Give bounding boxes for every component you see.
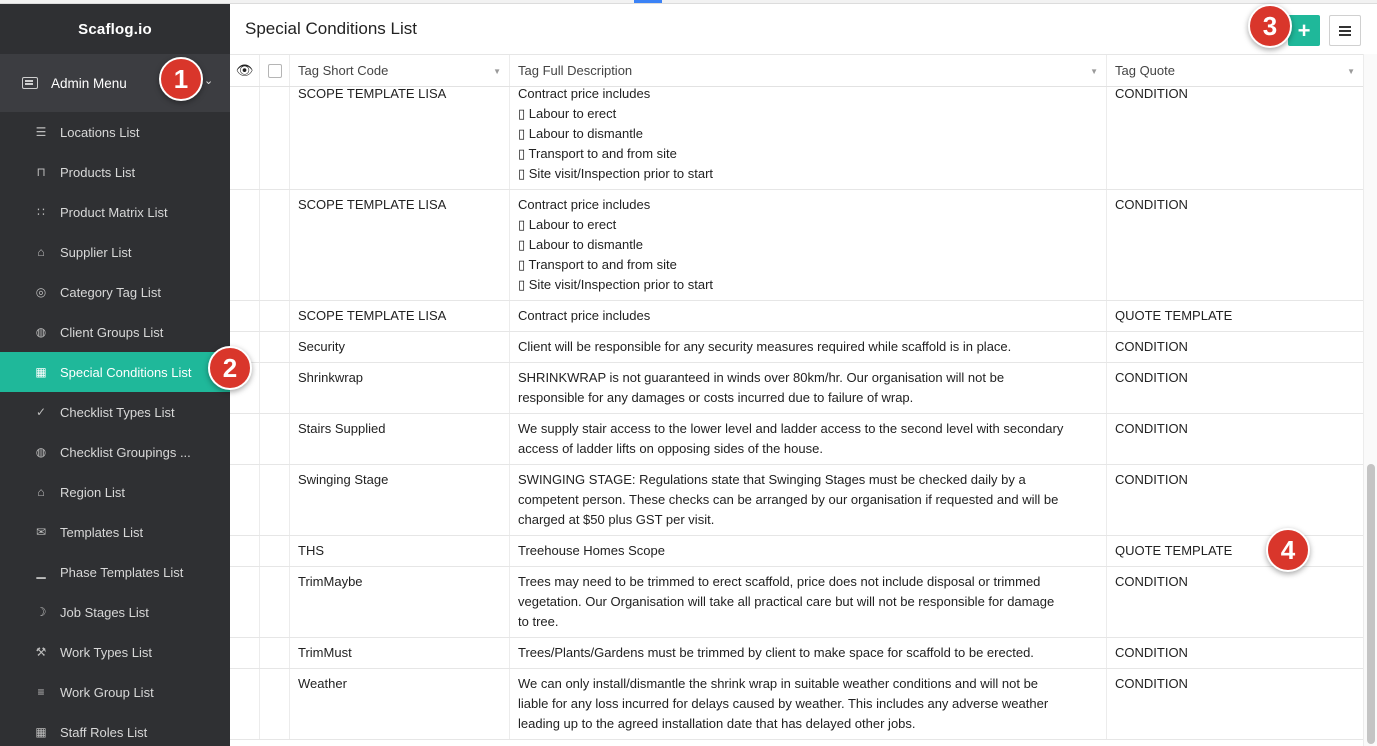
cell-tag-quote: CONDITION	[1115, 370, 1188, 385]
cell-tag-quote: QUOTE TEMPLATE	[1115, 308, 1233, 323]
select-all-checkbox-cell	[260, 55, 290, 86]
cell-tag-quote: CONDITION	[1115, 421, 1188, 436]
table-row[interactable]	[230, 363, 1363, 414]
cell-tag-full-description: We supply stair access to the lower level and ladder access to the second level with secondary access of ladder lifts on opposing sides of the house.	[510, 414, 1107, 464]
table-rows	[230, 87, 1363, 740]
table-row[interactable]	[230, 638, 1363, 669]
annotation-badge-2: 2	[208, 346, 252, 390]
sidebar-item-client-groups-list[interactable]	[0, 312, 230, 352]
annotation-badge-3: 3	[1248, 4, 1292, 48]
column-header-label: Tag Quote	[1115, 63, 1175, 78]
chair-icon: ⊓	[36, 165, 46, 179]
cell-tag-short-code: Stairs Supplied	[290, 414, 510, 464]
page-header	[230, 4, 1377, 54]
row-spacer-cell	[230, 638, 260, 668]
sidebar-item-label: Supplier List	[60, 244, 132, 260]
page-title: Special Conditions List	[245, 19, 417, 38]
sort-caret-icon[interactable]: ▼	[493, 67, 501, 76]
row-select-cell[interactable]	[260, 567, 290, 637]
admin-menu-label: Admin Menu	[51, 75, 127, 91]
column-header-tag-full-description[interactable]	[510, 55, 1107, 86]
sidebar-item-label: Category Tag List	[60, 284, 161, 300]
column-header-label: Tag Short Code	[298, 63, 389, 78]
cell-tag-quote: CONDITION	[1115, 574, 1188, 589]
row-spacer-cell	[230, 190, 260, 300]
cell-tag-quote: QUOTE TEMPLATE	[1115, 543, 1233, 558]
sidebar-item-label: Client Groups List	[60, 324, 164, 340]
window-icon	[22, 77, 38, 89]
sidebar-item-label: Region List	[60, 484, 126, 500]
layers-icon: ≡	[37, 685, 45, 699]
hamburger-icon	[1339, 30, 1351, 32]
sidebar-item-label: Checklist Groupings ...	[60, 444, 191, 460]
cell-tag-full-description: Contract price includes ▯ Labour to erect ▯ Labour to dismantle ▯ Transport to and from site ▯ Site visit/Inspection prior to start	[510, 190, 1107, 300]
cell-tag-quote: CONDITION	[1115, 339, 1188, 354]
bar-chart-icon: ▁	[36, 565, 46, 579]
hamburger-menu-button[interactable]	[1329, 15, 1361, 46]
cell-tag-short-code: THS	[290, 536, 510, 566]
cell-tag-full-description: Trees/Plants/Gardens must be trimmed by client to make space for scaffold to be erected.	[510, 638, 1107, 668]
cell-tag-quote: CONDITION	[1115, 197, 1188, 212]
eye-icon: 👁	[235, 62, 254, 78]
add-button[interactable]: +	[1288, 15, 1320, 46]
cell-tag-quote: CONDITION	[1115, 645, 1188, 660]
sidebar-item-label: Product Matrix List	[60, 204, 168, 220]
table-row[interactable]	[230, 465, 1363, 536]
row-spacer-cell	[230, 87, 260, 189]
table-row[interactable]	[230, 536, 1363, 567]
chevron-down-icon: ⌄	[204, 75, 214, 87]
table-row[interactable]	[230, 414, 1363, 465]
sort-caret-icon[interactable]: ▼	[1090, 67, 1098, 76]
annotation-badge-4: 4	[1266, 528, 1310, 572]
sidebar-item-label: Locations List	[60, 124, 140, 140]
row-spacer-cell	[230, 669, 260, 739]
row-select-cell[interactable]	[260, 332, 290, 362]
sidebar-item-templates-list[interactable]	[0, 512, 230, 552]
cell-tag-full-description: Treehouse Homes Scope	[510, 536, 1107, 566]
sidebar-item-label: Work Types List	[60, 644, 152, 660]
row-select-cell[interactable]	[260, 669, 290, 739]
tools-icon: ⚒	[35, 645, 47, 659]
cell-tag-full-description: SHRINKWRAP is not guaranteed in winds over 80km/hr. Our organisation will not be responsible for any damages or costs incurred due to failure of wrap.	[510, 363, 1107, 413]
sidebar-item-checklist-groupings[interactable]	[0, 432, 230, 472]
globe-icon: ◍	[35, 325, 47, 339]
table-row[interactable]	[230, 87, 1363, 190]
cell-tag-short-code: Swinging Stage	[290, 465, 510, 535]
table-body	[230, 87, 1363, 746]
cell-tag-full-description: We can only install/dismantle the shrink wrap in suitable weather conditions and will not be liable for any loss incurred for delays caused by weather. This includes any adverse weather leading up to the agreed installation date that has delayed other jobs.	[510, 669, 1107, 739]
table-row[interactable]	[230, 669, 1363, 740]
cell-tag-quote: CONDITION	[1115, 87, 1188, 101]
table-row[interactable]	[230, 332, 1363, 363]
row-select-cell[interactable]	[260, 465, 290, 535]
row-select-cell[interactable]	[260, 301, 290, 331]
main-content	[230, 4, 1377, 746]
sidebar-item-work-group-list[interactable]	[0, 672, 230, 712]
cell-tag-short-code: SCOPE TEMPLATE LISA	[290, 301, 510, 331]
row-select-cell[interactable]	[260, 536, 290, 566]
column-header-tag-short-code[interactable]	[290, 55, 510, 86]
check-circle-icon: ✓	[35, 405, 47, 419]
scrollbar-thumb[interactable]	[1367, 464, 1375, 744]
cell-tag-quote: CONDITION	[1115, 676, 1188, 691]
cell-tag-quote: CONDITION	[1115, 472, 1188, 487]
column-visibility-toggle[interactable]	[230, 55, 260, 86]
sidebar-item-label: Special Conditions List	[60, 364, 192, 380]
table-grid-icon: ▦	[35, 725, 47, 739]
table-row[interactable]	[230, 301, 1363, 332]
table-row[interactable]	[230, 567, 1363, 638]
sidebar-item-category-tag-list[interactable]	[0, 272, 230, 312]
target-icon: ◎	[35, 285, 47, 299]
cell-tag-short-code: SCOPE TEMPLATE LISA	[290, 190, 510, 300]
annotation-badge-1: 1	[159, 57, 203, 101]
row-select-cell[interactable]	[260, 87, 290, 189]
sidebar-item-checklist-types-list[interactable]	[0, 392, 230, 432]
cell-tag-short-code: TrimMust	[290, 638, 510, 668]
sidebar-item-label: Checklist Types List	[60, 404, 175, 420]
sidebar-item-locations-list[interactable]	[0, 112, 230, 152]
vertical-scrollbar[interactable]	[1363, 54, 1377, 746]
row-spacer-cell	[230, 414, 260, 464]
cell-tag-full-description: Client will be responsible for any security measures required while scaffold is in place.	[510, 332, 1107, 362]
sidebar-item-products-list[interactable]	[0, 152, 230, 192]
cell-tag-short-code: Shrinkwrap	[290, 363, 510, 413]
row-spacer-cell	[230, 465, 260, 535]
row-spacer-cell	[230, 536, 260, 566]
building-icon: ⌂	[37, 485, 45, 499]
window-top-edge	[0, 0, 1377, 4]
sidebar-item-label: Templates List	[60, 524, 144, 540]
sidebar-item-product-matrix-list[interactable]	[0, 192, 230, 232]
envelope-icon: ✉	[35, 525, 47, 539]
row-select-cell[interactable]	[260, 414, 290, 464]
cell-tag-full-description: Contract price includes ▯ Labour to erect ▯ Labour to dismantle ▯ Transport to and from site ▯ Site visit/Inspection prior to start	[510, 87, 1107, 189]
column-header-label: Tag Full Description	[518, 63, 633, 78]
truck-icon: ⌂	[37, 245, 45, 259]
row-select-cell[interactable]	[260, 363, 290, 413]
select-all-checkbox[interactable]	[268, 64, 282, 78]
sidebar-item-job-stages-list[interactable]	[0, 592, 230, 632]
sort-caret-icon[interactable]: ▼	[1347, 67, 1355, 76]
sidebar-nav	[0, 112, 230, 746]
sidebar-item-phase-templates-list[interactable]	[0, 552, 230, 592]
grid-dots-icon: ∷	[37, 205, 45, 219]
table-grid-icon: ▦	[35, 365, 47, 379]
column-header-tag-quote[interactable]	[1107, 55, 1363, 86]
row-spacer-cell	[230, 301, 260, 331]
cell-tag-full-description: SWINGING STAGE: Regulations state that Swinging Stages must be checked daily by a competent person. These checks can be arranged by our organisation if requested and will be charged at $50 plus GST per visit.	[510, 465, 1107, 535]
sidebar-item-label: Job Stages List	[60, 604, 149, 620]
sidebar-item-work-types-list[interactable]	[0, 632, 230, 672]
cell-tag-short-code: Weather	[290, 669, 510, 739]
sidebar-item-label: Products List	[60, 164, 136, 180]
sidebar-item-label: Staff Roles List	[60, 724, 148, 740]
cell-tag-short-code: SCOPE TEMPLATE LISA	[290, 87, 510, 189]
cell-tag-short-code: Security	[290, 332, 510, 362]
sidebar-item-special-conditions-list[interactable]	[0, 352, 230, 392]
sidebar-item-staff-roles-list[interactable]	[0, 712, 230, 746]
row-spacer-cell	[230, 567, 260, 637]
moon-icon: ☽	[35, 605, 47, 619]
sidebar-item-label: Work Group List	[60, 684, 154, 700]
cell-tag-full-description: Trees may need to be trimmed to erect scaffold, price does not include disposal or trimmed vegetation. Our Organisation will take all practical care but will not be responsible for damage to tree.	[510, 567, 1107, 637]
sidebar-item-label: Phase Templates List	[60, 564, 184, 580]
brand-logo[interactable]: Scaflog.io	[78, 20, 152, 38]
globe-icon: ◍	[35, 445, 47, 459]
tab-indicator	[634, 0, 662, 3]
database-icon: ☰	[35, 125, 47, 139]
row-select-cell[interactable]	[260, 190, 290, 300]
sidebar	[0, 4, 230, 746]
table-header	[230, 54, 1363, 87]
cell-tag-full-description: Contract price includes	[510, 301, 1107, 331]
row-select-cell[interactable]	[260, 638, 290, 668]
sidebar-item-region-list[interactable]	[0, 472, 230, 512]
cell-tag-short-code: TrimMaybe	[290, 567, 510, 637]
sidebar-item-supplier-list[interactable]	[0, 232, 230, 272]
table-row[interactable]	[230, 190, 1363, 301]
